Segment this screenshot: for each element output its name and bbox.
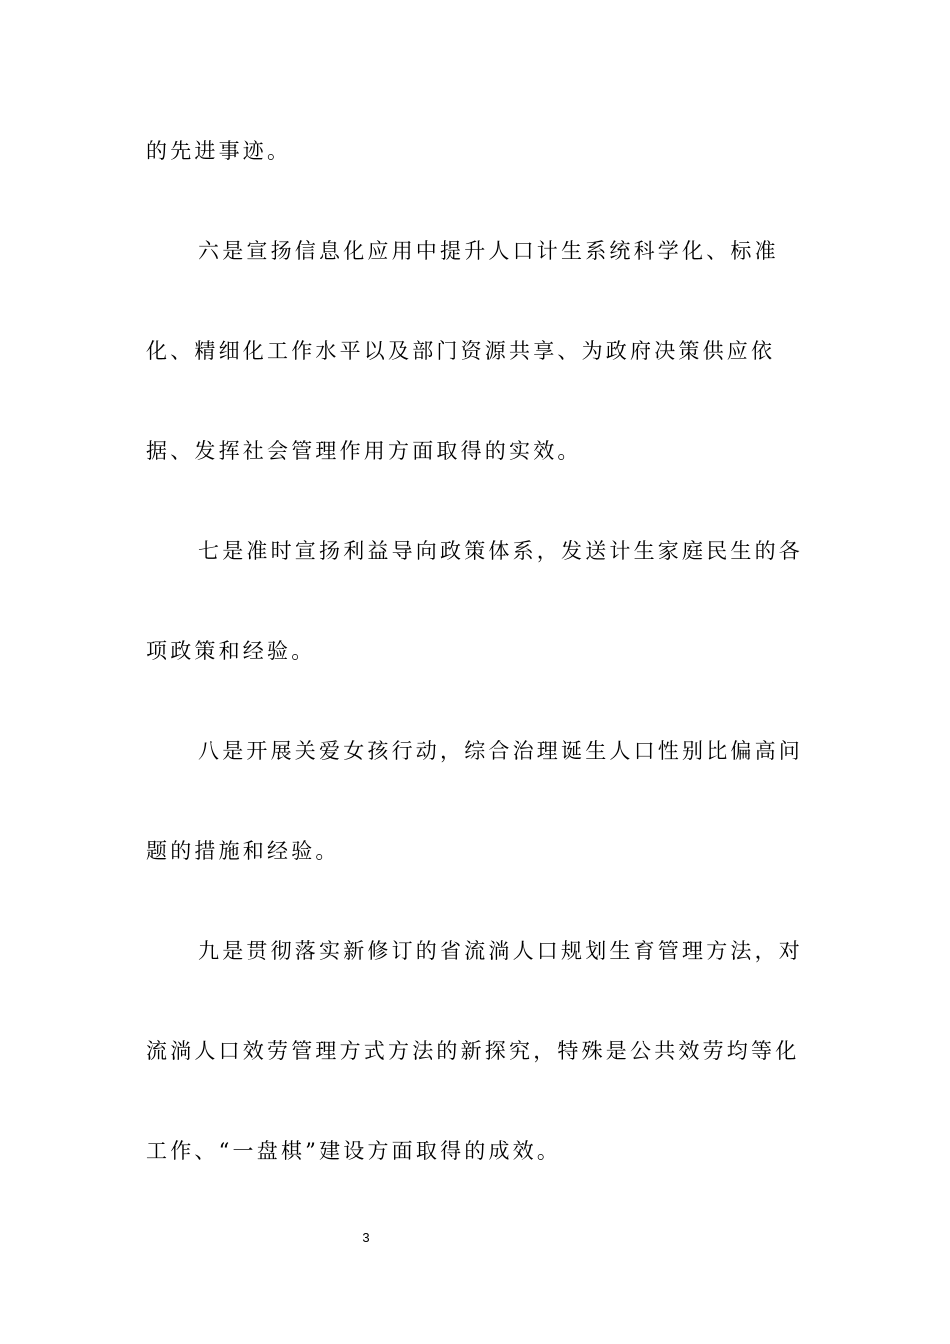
paragraph-eight-line-1: 八是开展关爱女孩行动，综合治理诞生人口性别比偏高问	[198, 739, 803, 763]
paragraph-seven-line-2: 项政策和经验。	[146, 639, 316, 663]
paragraph-six-line-1: 六是宣扬信息化应用中提升人口计生系统科学化、标准	[198, 239, 779, 263]
paragraph-seven-line-1: 七是准时宣扬利益导向政策体系，发送计生家庭民生的各	[198, 539, 803, 563]
paragraph-nine-line-1: 九是贯彻落实新修订的省流淌人口规划生育管理方法，对	[198, 939, 803, 963]
page-number: 3	[362, 1230, 370, 1245]
paragraph-six-line-2: 化、精细化工作水平以及部门资源共享、为政府决策供应依	[146, 339, 776, 363]
paragraph-eight-line-2: 题的措施和经验。	[146, 839, 340, 863]
text-line: 的先进事迹。	[146, 139, 292, 163]
paragraph-nine-line-2: 流淌人口效劳管理方式方法的新探究，特殊是公共效劳均等化	[146, 1039, 800, 1063]
paragraph-nine-line-3: 工作、“一盘棋”建设方面取得的成效。	[146, 1139, 562, 1163]
paragraph-six-line-3: 据、发挥社会管理作用方面取得的实效。	[146, 439, 582, 463]
